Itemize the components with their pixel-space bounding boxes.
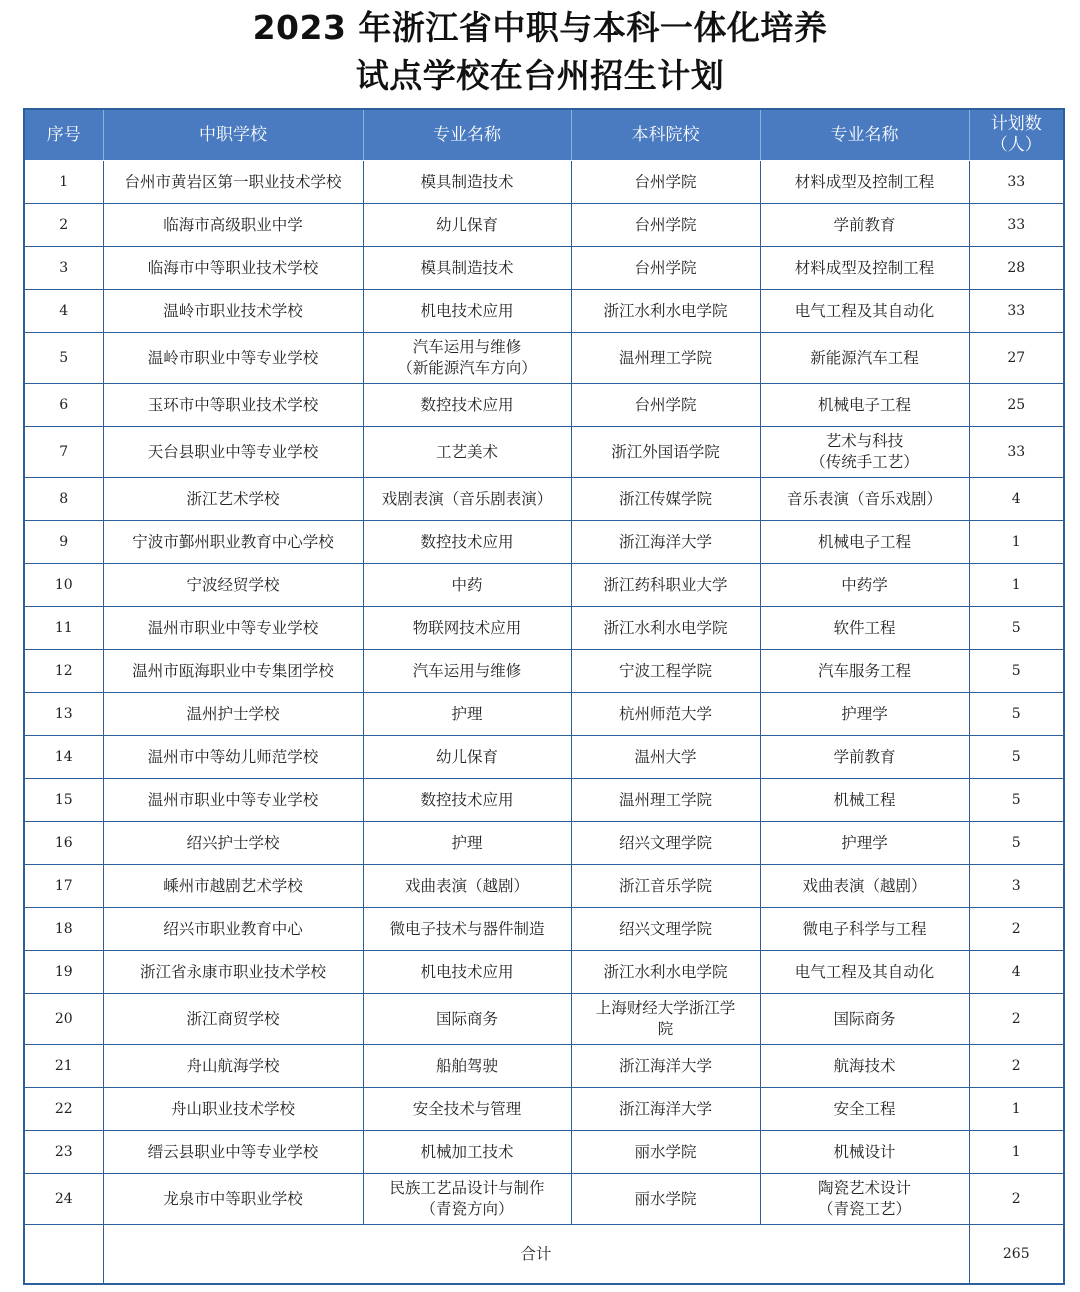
cell-vocational-school: 温岭市职业中等专业学校	[103, 333, 363, 384]
cell-undergraduate-major	[760, 650, 969, 693]
cell-undergraduate-major	[760, 607, 969, 650]
cell-planned-count: 33	[969, 427, 1064, 478]
cell-undergraduate-college-line: 丽水学院	[634, 1189, 697, 1208]
cell-serial-no: 11	[24, 607, 103, 650]
table-row	[24, 994, 1064, 1045]
cell-vocational-major	[363, 161, 571, 204]
header-planned-count	[969, 109, 1064, 161]
cell-vocational-major-line: 模具制造技术	[420, 172, 514, 191]
cell-undergraduate-college	[571, 822, 760, 865]
cell-planned-count: 5	[969, 693, 1064, 736]
cell-vocational-major	[363, 384, 571, 427]
cell-vocational-major-line: 幼儿保育	[435, 747, 498, 766]
cell-vocational-major-line: 工艺美术	[435, 442, 498, 461]
cell-undergraduate-major-line: 机械电子工程	[817, 532, 911, 551]
cell-vocational-major-line: 幼儿保育	[435, 215, 498, 234]
table-body	[24, 161, 1064, 1285]
cell-vocational-major-line: 民族工艺品设计与制作	[389, 1179, 545, 1197]
cell-undergraduate-major	[760, 865, 969, 908]
cell-undergraduate-major	[760, 1131, 969, 1174]
cell-undergraduate-major	[760, 994, 969, 1045]
cell-undergraduate-college-line: 温州理工学院	[618, 790, 712, 809]
cell-undergraduate-major	[760, 908, 969, 951]
cell-undergraduate-major-line: 学前教育	[833, 215, 896, 234]
cell-vocational-major-line: 模具制造技术	[420, 258, 514, 277]
cell-undergraduate-major-line: 航海技术	[833, 1056, 896, 1075]
cell-undergraduate-major-line: 音乐表演（音乐戏剧）	[786, 489, 942, 508]
cell-undergraduate-college	[571, 693, 760, 736]
cell-planned-count: 4	[969, 478, 1064, 521]
cell-planned-count: 33	[969, 204, 1064, 247]
cell-undergraduate-college	[571, 290, 760, 333]
cell-undergraduate-college-line: 温州理工学院	[618, 348, 712, 367]
cell-undergraduate-college-line: 杭州师范大学	[618, 704, 712, 723]
cell-undergraduate-college	[571, 779, 760, 822]
document-title	[0, 4, 1080, 100]
cell-serial-no: 22	[24, 1088, 103, 1131]
table-row	[24, 693, 1064, 736]
cell-undergraduate-college-line: 台州学院	[634, 172, 697, 191]
cell-vocational-major-line: （青瓷方向）	[420, 1200, 514, 1218]
cell-undergraduate-major	[760, 779, 969, 822]
table-row	[24, 478, 1064, 521]
cell-undergraduate-college-line: 院	[657, 1020, 674, 1038]
cell-undergraduate-major-line: 中药学	[841, 575, 888, 594]
cell-undergraduate-college	[571, 247, 760, 290]
title-line-1: 2023 年浙江省中职与本科一体化培养	[252, 8, 828, 47]
cell-undergraduate-major-line: 护理学	[841, 704, 888, 723]
cell-vocational-school: 舟山职业技术学校	[103, 1088, 363, 1131]
header-undergraduate-major: 专业名称	[760, 109, 969, 161]
cell-undergraduate-major	[760, 521, 969, 564]
enrollment-plan-table	[23, 108, 1065, 1285]
cell-undergraduate-major	[760, 247, 969, 290]
cell-undergraduate-major-line: 新能源汽车工程	[810, 348, 919, 367]
cell-vocational-major	[363, 564, 571, 607]
table-row	[24, 161, 1064, 204]
cell-undergraduate-college-line: 浙江水利水电学院	[603, 962, 728, 981]
cell-vocational-school: 临海市高级职业中学	[103, 204, 363, 247]
cell-undergraduate-college-line: 丽水学院	[634, 1142, 697, 1161]
cell-vocational-major-line: 数控技术应用	[420, 395, 514, 414]
cell-undergraduate-major-line: 安全工程	[833, 1099, 896, 1118]
cell-vocational-major	[363, 693, 571, 736]
header-serial-no: 序号	[24, 109, 103, 161]
cell-vocational-major	[363, 865, 571, 908]
cell-planned-count: 1	[969, 1088, 1064, 1131]
cell-serial-no: 1	[24, 161, 103, 204]
cell-undergraduate-college	[571, 908, 760, 951]
cell-planned-count: 1	[969, 521, 1064, 564]
cell-serial-no: 23	[24, 1131, 103, 1174]
cell-undergraduate-college	[571, 204, 760, 247]
cell-undergraduate-major-line: （传统手工艺）	[810, 453, 919, 471]
cell-serial-no: 10	[24, 564, 103, 607]
cell-vocational-major-line: 汽车运用与维修	[412, 338, 522, 356]
cell-vocational-major	[363, 478, 571, 521]
cell-undergraduate-major-line: 材料成型及控制工程	[794, 258, 935, 277]
header-vocational-major: 专业名称	[363, 109, 571, 161]
header-planned-count-line2: （人）	[990, 135, 1042, 155]
cell-undergraduate-major	[760, 1088, 969, 1131]
cell-undergraduate-college	[571, 564, 760, 607]
cell-undergraduate-major	[760, 478, 969, 521]
cell-vocational-school: 宁波市鄞州职业教育中心学校	[103, 521, 363, 564]
cell-undergraduate-college-line: 浙江音乐学院	[618, 876, 712, 895]
cell-undergraduate-major	[760, 822, 969, 865]
cell-undergraduate-major-line: 国际商务	[833, 1009, 896, 1028]
cell-serial-no: 13	[24, 693, 103, 736]
cell-planned-count: 33	[969, 161, 1064, 204]
table-row	[24, 736, 1064, 779]
cell-vocational-major-line: 数控技术应用	[420, 532, 514, 551]
cell-undergraduate-major-line: 软件工程	[833, 618, 896, 637]
cell-undergraduate-major-line: 电气工程及其自动化	[794, 962, 935, 981]
cell-vocational-major-line: 船舶驾驶	[435, 1056, 498, 1075]
cell-vocational-school: 温岭市职业技术学校	[103, 290, 363, 333]
cell-serial-no: 19	[24, 951, 103, 994]
cell-undergraduate-college	[571, 333, 760, 384]
cell-vocational-major	[363, 333, 571, 384]
cell-undergraduate-college-line: 宁波工程学院	[618, 661, 712, 680]
table-row	[24, 204, 1064, 247]
cell-vocational-major	[363, 650, 571, 693]
cell-vocational-major-line: 机电技术应用	[420, 962, 514, 981]
cell-undergraduate-college-line: 温州大学	[634, 747, 697, 766]
cell-vocational-major-line: 物联网技术应用	[412, 618, 522, 637]
cell-vocational-school: 缙云县职业中等专业学校	[103, 1131, 363, 1174]
cell-vocational-school: 温州市瓯海职业中专集团学校	[103, 650, 363, 693]
cell-undergraduate-major-line: 陶瓷艺术设计	[817, 1179, 911, 1197]
cell-planned-count: 3	[969, 865, 1064, 908]
cell-undergraduate-major	[760, 161, 969, 204]
cell-undergraduate-college-line: 浙江海洋大学	[618, 1056, 712, 1075]
table-row	[24, 1088, 1064, 1131]
table-row	[24, 822, 1064, 865]
cell-serial-no: 17	[24, 865, 103, 908]
table-row	[24, 290, 1064, 333]
cell-undergraduate-major-line: 汽车服务工程	[817, 661, 911, 680]
cell-undergraduate-college	[571, 1045, 760, 1088]
cell-vocational-major	[363, 994, 571, 1045]
cell-undergraduate-major-line: 学前教育	[833, 747, 896, 766]
table-row	[24, 779, 1064, 822]
cell-undergraduate-college-line: 浙江药科职业大学	[603, 575, 728, 594]
cell-vocational-major	[363, 247, 571, 290]
cell-vocational-major	[363, 290, 571, 333]
cell-planned-count: 5	[969, 822, 1064, 865]
cell-vocational-major	[363, 1174, 571, 1225]
cell-undergraduate-college-line: 台州学院	[634, 215, 697, 234]
cell-vocational-major-line: 汽车运用与维修	[412, 661, 522, 680]
cell-vocational-major	[363, 908, 571, 951]
cell-undergraduate-college-line: 浙江传媒学院	[618, 489, 712, 508]
cell-vocational-school: 天台县职业中等专业学校	[103, 427, 363, 478]
cell-undergraduate-college-line: 浙江水利水电学院	[603, 301, 728, 320]
cell-planned-count: 1	[969, 564, 1064, 607]
cell-vocational-major-line: 护理	[451, 704, 483, 723]
total-label: 合计	[103, 1225, 969, 1285]
cell-vocational-school: 宁波经贸学校	[103, 564, 363, 607]
cell-vocational-major-line: 机械加工技术	[420, 1142, 514, 1161]
cell-undergraduate-college	[571, 736, 760, 779]
total-count: 265	[969, 1225, 1064, 1285]
cell-undergraduate-major	[760, 1174, 969, 1225]
cell-vocational-major-line: 护理	[451, 833, 483, 852]
cell-undergraduate-college-line: 绍兴文理学院	[618, 919, 712, 938]
cell-planned-count: 2	[969, 994, 1064, 1045]
cell-vocational-school: 浙江商贸学校	[103, 994, 363, 1045]
cell-planned-count: 5	[969, 650, 1064, 693]
cell-planned-count: 2	[969, 908, 1064, 951]
cell-vocational-school: 温州市中等幼儿师范学校	[103, 736, 363, 779]
cell-vocational-major-line: 微电子技术与器件制造	[389, 919, 545, 938]
cell-vocational-school: 温州护士学校	[103, 693, 363, 736]
cell-serial-no: 8	[24, 478, 103, 521]
cell-serial-no: 5	[24, 333, 103, 384]
cell-serial-no: 14	[24, 736, 103, 779]
total-row	[24, 1225, 1064, 1285]
cell-vocational-school: 嵊州市越剧艺术学校	[103, 865, 363, 908]
cell-vocational-major-line: 戏剧表演（音乐剧表演）	[381, 489, 553, 508]
table-row	[24, 865, 1064, 908]
cell-undergraduate-college	[571, 521, 760, 564]
table-row	[24, 951, 1064, 994]
cell-planned-count: 27	[969, 333, 1064, 384]
cell-vocational-major-line: 数控技术应用	[420, 790, 514, 809]
cell-vocational-major	[363, 204, 571, 247]
cell-vocational-school: 浙江省永康市职业技术学校	[103, 951, 363, 994]
cell-undergraduate-major	[760, 290, 969, 333]
title-line-2: 试点学校在台州招生计划	[355, 56, 725, 95]
cell-vocational-major	[363, 1131, 571, 1174]
table-row	[24, 908, 1064, 951]
cell-undergraduate-college	[571, 1174, 760, 1225]
cell-vocational-school: 浙江艺术学校	[103, 478, 363, 521]
cell-vocational-school: 绍兴市职业教育中心	[103, 908, 363, 951]
cell-undergraduate-major-line: （青瓷工艺）	[817, 1200, 911, 1218]
cell-undergraduate-major-line: 材料成型及控制工程	[794, 172, 935, 191]
table-row	[24, 333, 1064, 384]
cell-undergraduate-major	[760, 951, 969, 994]
cell-vocational-major	[363, 822, 571, 865]
table-row	[24, 1131, 1064, 1174]
cell-serial-no: 20	[24, 994, 103, 1045]
cell-vocational-major	[363, 779, 571, 822]
cell-undergraduate-college	[571, 951, 760, 994]
cell-vocational-major	[363, 1088, 571, 1131]
cell-vocational-major	[363, 951, 571, 994]
cell-vocational-school: 临海市中等职业技术学校	[103, 247, 363, 290]
cell-vocational-major-line: 机电技术应用	[420, 301, 514, 320]
cell-undergraduate-college-line: 上海财经大学浙江学	[595, 999, 736, 1017]
header-undergraduate-college: 本科院校	[571, 109, 760, 161]
cell-vocational-major	[363, 607, 571, 650]
table-row	[24, 384, 1064, 427]
table-row	[24, 521, 1064, 564]
cell-vocational-major	[363, 736, 571, 779]
cell-undergraduate-major-line: 微电子科学与工程	[802, 919, 927, 938]
cell-undergraduate-college	[571, 650, 760, 693]
cell-undergraduate-college	[571, 1131, 760, 1174]
cell-planned-count: 5	[969, 779, 1064, 822]
cell-planned-count: 1	[969, 1131, 1064, 1174]
cell-undergraduate-major	[760, 204, 969, 247]
cell-undergraduate-college	[571, 607, 760, 650]
cell-serial-no: 6	[24, 384, 103, 427]
cell-undergraduate-major	[760, 1045, 969, 1088]
cell-serial-no: 3	[24, 247, 103, 290]
cell-vocational-school: 温州市职业中等专业学校	[103, 779, 363, 822]
table-row	[24, 1174, 1064, 1225]
cell-vocational-major-line: 安全技术与管理	[412, 1099, 522, 1118]
total-empty-cell	[24, 1225, 103, 1285]
cell-vocational-school: 玉环市中等职业技术学校	[103, 384, 363, 427]
cell-undergraduate-major	[760, 693, 969, 736]
cell-undergraduate-college-line: 浙江海洋大学	[618, 532, 712, 551]
cell-undergraduate-major-line: 护理学	[841, 833, 888, 852]
cell-undergraduate-major-line: 机械工程	[833, 790, 896, 809]
cell-undergraduate-college	[571, 384, 760, 427]
cell-planned-count: 2	[969, 1174, 1064, 1225]
cell-planned-count: 25	[969, 384, 1064, 427]
cell-serial-no: 7	[24, 427, 103, 478]
cell-vocational-major	[363, 427, 571, 478]
cell-undergraduate-college-line: 浙江海洋大学	[618, 1099, 712, 1118]
cell-undergraduate-college	[571, 427, 760, 478]
cell-planned-count: 28	[969, 247, 1064, 290]
cell-undergraduate-major-line: 电气工程及其自动化	[794, 301, 935, 320]
cell-undergraduate-major	[760, 564, 969, 607]
cell-vocational-major-line: 戏曲表演（越剧）	[404, 876, 529, 895]
cell-serial-no: 9	[24, 521, 103, 564]
cell-planned-count: 5	[969, 607, 1064, 650]
cell-vocational-major-line: （新能源汽车方向）	[397, 359, 537, 377]
cell-vocational-school: 台州市黄岩区第一职业技术学校	[103, 161, 363, 204]
cell-undergraduate-college-line: 浙江外国语学院	[611, 442, 720, 461]
table-row	[24, 564, 1064, 607]
cell-undergraduate-college	[571, 161, 760, 204]
table-row	[24, 427, 1064, 478]
cell-planned-count: 33	[969, 290, 1064, 333]
cell-planned-count: 4	[969, 951, 1064, 994]
header-vocational-school: 中职学校	[103, 109, 363, 161]
table-row	[24, 1045, 1064, 1088]
cell-vocational-school: 绍兴护士学校	[103, 822, 363, 865]
cell-serial-no: 24	[24, 1174, 103, 1225]
cell-serial-no: 15	[24, 779, 103, 822]
table-header-row	[24, 109, 1064, 161]
cell-undergraduate-major	[760, 427, 969, 478]
cell-undergraduate-college	[571, 994, 760, 1045]
cell-undergraduate-college	[571, 478, 760, 521]
header-planned-count-line1: 计划数	[990, 114, 1042, 134]
cell-vocational-major-line: 国际商务	[435, 1009, 498, 1028]
cell-undergraduate-major-line: 戏曲表演（越剧）	[802, 876, 927, 895]
cell-undergraduate-major-line: 机械设计	[833, 1142, 896, 1161]
cell-planned-count: 5	[969, 736, 1064, 779]
table-row	[24, 607, 1064, 650]
table-row	[24, 650, 1064, 693]
cell-undergraduate-college	[571, 865, 760, 908]
cell-undergraduate-major	[760, 736, 969, 779]
cell-serial-no: 2	[24, 204, 103, 247]
cell-serial-no: 16	[24, 822, 103, 865]
cell-serial-no: 4	[24, 290, 103, 333]
cell-undergraduate-major	[760, 333, 969, 384]
cell-vocational-school: 舟山航海学校	[103, 1045, 363, 1088]
cell-undergraduate-major-line: 机械电子工程	[817, 395, 911, 414]
cell-undergraduate-college	[571, 1088, 760, 1131]
cell-undergraduate-college-line: 台州学院	[634, 395, 697, 414]
cell-undergraduate-college-line: 绍兴文理学院	[618, 833, 712, 852]
cell-vocational-major-line: 中药	[451, 575, 483, 594]
cell-vocational-school: 龙泉市中等职业学校	[103, 1174, 363, 1225]
cell-vocational-school: 温州市职业中等专业学校	[103, 607, 363, 650]
cell-vocational-major	[363, 1045, 571, 1088]
cell-serial-no: 18	[24, 908, 103, 951]
cell-undergraduate-major	[760, 384, 969, 427]
cell-serial-no: 21	[24, 1045, 103, 1088]
table-row	[24, 247, 1064, 290]
cell-serial-no: 12	[24, 650, 103, 693]
cell-undergraduate-major-line: 艺术与科技	[825, 432, 904, 450]
cell-vocational-major	[363, 521, 571, 564]
cell-undergraduate-college-line: 台州学院	[634, 258, 697, 277]
cell-undergraduate-college-line: 浙江水利水电学院	[603, 618, 728, 637]
cell-planned-count: 2	[969, 1045, 1064, 1088]
